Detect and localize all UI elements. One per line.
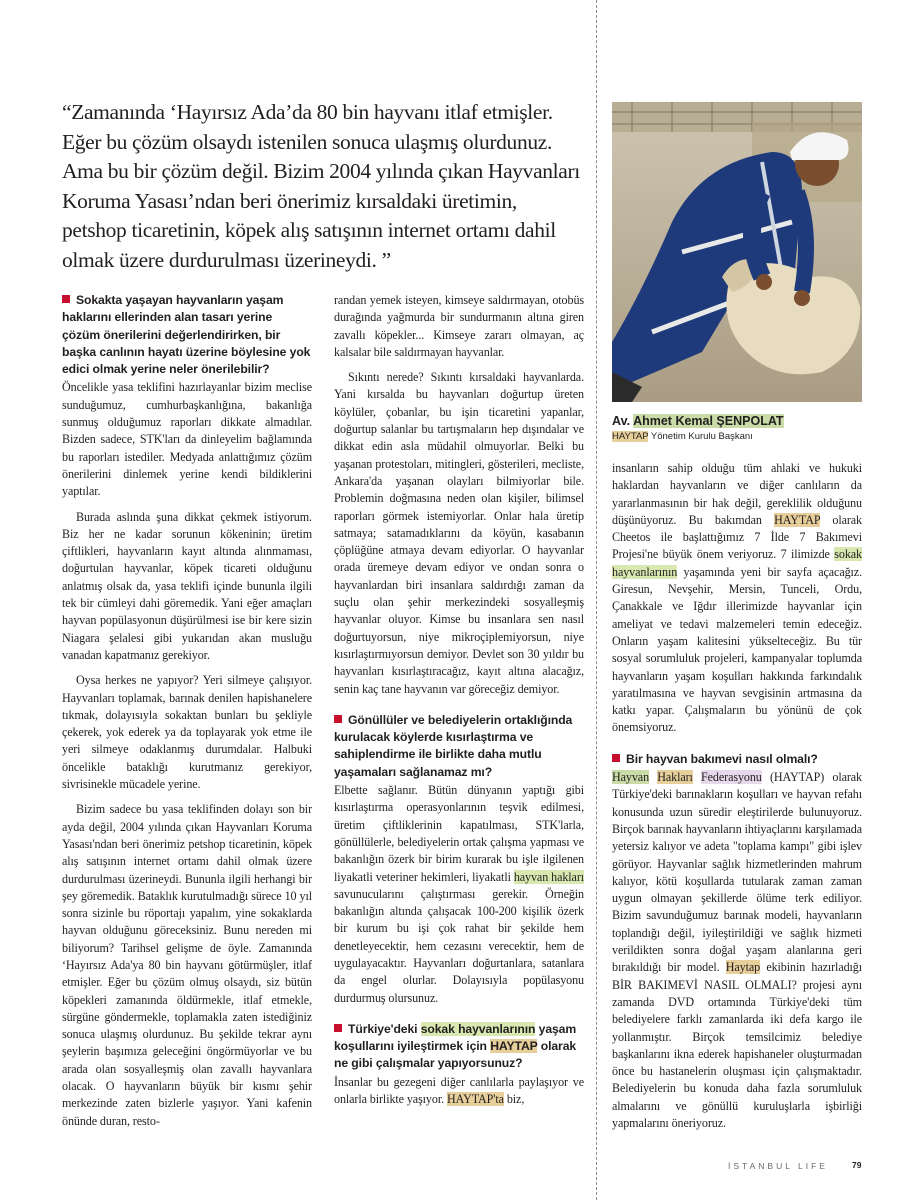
highlighted-term: HAYTAP'ta (446, 1092, 504, 1107)
text-run: savunucularını çalıştırması gerekir. Örneğin bakanlığın altında çalışacak 100-200 kişilik özerk bir kurum bu işi çok rahat bir şekilde hem denetleyecektir, hem cezasını verecektir, hem de uygulayacaktır. Hayvanları doğurtanlara, satanlara da engel olurlar. Dolayısıyla popülasyonu durdurmuş olursunuz. (334, 886, 584, 1005)
photo-illustration (612, 102, 862, 402)
red-square-icon (334, 1024, 342, 1032)
page-number: 79 (852, 1160, 862, 1170)
answer-paragraph: Bizim sadece bu yasa teklifinden dolayı son bir ayda değil, 2004 yılında çıkan Hayvanları Koruma Yasası'ndan beri önerimiz petshop ticaretinin, köpek alış satışının internet ortamı dahil olmak üzere durdurulması üzerineydi. Bununla ilgili herhangi bir şey göremedik. Bataklık kurutulmadığı sürece 10 yıl sonra sizinle bu röportajı yapalım, yine sokaklarda hayvan olduğunu göreceksiniz. Bunu nereden mi biliyorum? Tarihsel gelişme de öyle. Zamanında ‘Hayırsız Ada'ya 80 bin hayvanı götürmüşler, itlaf etmişler. Eğer bu çözüm olmuş olsaydı, siz bütün köpekleri zamanında öldürmekle, itlaf etmekle, sürgüne göndermekle, toplamakla zaten istediğiniz sonuca ulaşmış olurdunuz. Bu şekilde tekrar aynı şeylerin başımıza geleceğini öngörmüyorlar ve bu arada olan sosyalleşmiş olan zavallı hayvanlara olacak. O hayvanların büyük bir kısmı şehir merkezinde zaten bizlerle yaşıyor. Yani kafenin önünde duran, resto- (62, 802, 312, 1128)
interview-question-1 (62, 292, 312, 378)
magazine-name: İSTANBUL LIFE (728, 1161, 828, 1171)
answer-paragraph (334, 782, 584, 1007)
text-run: yaşamında yeni bir sayfa açacağız. Giresun, Nevşehir, Mersin, Tunceli, Ordu, Çanakkale ve Iğdır illerimizde hayvanlar için ameliyat ve tedavi malzemeleri temin edeceğiz. Onların yaşam kalitesini yükselteceğiz. Bu tür sosyal sorumluluk projeleri, kampanyalar toplumda hayvanların yaşam koşulları hakkında farkındalık yaratılmasına ve hayvan sevgisinin artmasına da katkı yapar. Çalışmaların bu yönünü de çok önemsiyoruz. (612, 564, 862, 735)
photo-caption-role (612, 431, 753, 442)
text-run: İnsanlar bu gezegeni diğer canlılarla paylaşıyor ve onlarla birlikte yaşıyor. (334, 1074, 584, 1107)
text-run: insanların sahip olduğu tüm ahlaki ve hukuki haklardan hayvanların ve diğer canlıların da yararlanmasının bir hak değil, gereklilik olduğunu düşünüyoruz. Bu bakımdan (612, 461, 862, 527)
question-text: Gönüllüler ve belediyelerin ortaklığında kurulacak köylerde kısırlaştırma ve sahiplendirme ile birlikte daha mutlu yaşamaları sağlanamaz mı? (334, 712, 573, 779)
interview-question-2 (334, 712, 584, 781)
question-text: Bir hayvan bakımevi nasıl olmalı? (626, 751, 818, 766)
answer-paragraph: Oysa herkes ne yapıyor? Yeri silmeye çalışıyor. Hayvanları toplamak, barınak denilen hapishanelere tıkmak, dolayısıyla sokaktan bunları bu şekliyle çekerek, yok ederek ya da toplayarak yok etme ile yeri silmeye odaklanmış durumdalar. Halbuki öncelikle bataklığı kurutmanız gerekiyor, sivrisinekle mücadele yerine. (62, 673, 312, 792)
text-run: biz, (503, 1092, 525, 1107)
caption-org: HAYTAP (612, 431, 649, 442)
column-separator-dashed (596, 0, 597, 1200)
highlighted-term: sokak hayvanlarının (612, 547, 862, 579)
article-column-2 (334, 292, 584, 1116)
caption-prefix: Av. (612, 414, 634, 428)
text-run: ekibinin hazırladığı BİR BAKIMEVİ NASIL OLMALI? projesi aynı zamanda DVD ortamında Türkiye'deki tüm belediyelere farklı zamanlarda iki defa kargo ile yollanmıştır. Birçok temsilcimiz belediye başkanlarını ikna ederek hapishaneler oluşturmadan önce bu hastanelerin oluşması için çalışmaktadır. Belediyelerin bu konuda daha fazla sorumluluk almalarını ve gönüllü kuruluşlarla işbirliği yapmalarını öneriyoruz. (612, 960, 863, 1130)
red-square-icon (334, 715, 342, 723)
pull-quote: “Zamanında ‘Hayırsız Ada’da 80 bin hayvanı itlaf etmişler. Eğer bu çözüm olsaydı istenilen sonuca ulaşmış olurdunuz. Ama bu bir çözüm değil. Bizim 2004 yılında çıkan Hayvanları Koruma Yasası’ndan beri önerimiz kırsaldaki üretimin, petshop ticaretinin, köpek alış satışının internet ortamı dahil olmak üzere durdurulması üzerineydi. ” (62, 100, 580, 272)
answer-paragraph (612, 769, 862, 1132)
text-run: (HAYTAP) olarak Türkiye'deki barınakların koşulları ve hayvan refahı konusunda uzun süredir eleştirilerde bulunuyoruz. Birçok barınak hayvanların ihtiyaçlarını karşılamada yetersiz kalıyor ve adeta "toplama kampı" gibi işlev görüyor. Hayvanlar sağlık hizmetlerinden mahrum kalıyor, kötü koşullarda tutularak zaman zaman uygun olmayan şekillerde ölüme terk ediliyor. Bizim savunduğumuz barınak modeli, hayvanların toplandığı değil, iyileştirildiği ve sağlık hizmeti verildikten sonra doğal yaşam alanlarına geri bırakıldığı bir model. (612, 770, 863, 975)
highlighted-term: HAYTAP (490, 1039, 538, 1054)
answer-paragraph: Burada aslında şuna dikkat çekmek istiyorum. Biz her ne kadar sorunun kökeninin; üretim çiftlikleri, hayvanların kayıt altında alınmaması, doğurtulan hayvanlar, köpek ticareti olduğunu anlatmış olsak da, yasa teklifi içinde bununla ilgili tek bir cümleyi dahi göremedik. Yani eğer amaçları hayvan popülasyonun düşürülmesi ise bir kere sizin Niagara şelalesi gibi yukarıdan akan musluğu vanadan kapatmanız gerekiyor. (62, 509, 312, 662)
red-square-icon (612, 754, 620, 762)
interview-question-3 (334, 1021, 584, 1073)
red-square-icon (62, 295, 70, 303)
answer-paragraph (612, 460, 862, 737)
caption-name-text: Ahmet Kemal ŞENPOLAT (633, 414, 784, 428)
text-run: Türkiye'deki (348, 1021, 421, 1036)
answer-paragraph (334, 1074, 584, 1109)
caption-role-text: Yönetim Kurulu Başkanı (648, 431, 753, 442)
text-run: olarak Cheetos ile başlattığımız 7 İlde 7 Bakımevi Projesi'ne büyük önem veriyoruz. 7 ilimizde (612, 512, 863, 562)
highlighted-term: sokak hayvanlarının (420, 1021, 536, 1036)
highlighted-term: HAYTAP (774, 512, 821, 527)
article-column-3 (612, 460, 862, 1140)
text-run: yaşam koşullarını iyileştirmek için (334, 1021, 577, 1054)
question-text: Sokakta yaşayan hayvanların yaşam haklarını ellerinden alan tasarı yerine çözüm önerilerini değerlendirirken, bir başka canlının hayatı üzerine böylesine yok edici olmak yerine neler önerilebilir? (62, 293, 311, 377)
highlighted-term: Hakları (657, 770, 693, 785)
highlighted-term: Haytap (725, 960, 761, 975)
answer-paragraph: Sıkıntı nerede? Sıkıntı kırsaldaki hayvanlarda. Yani kırsalda bu hayvanları doğurtup üreten köylüler, çobanlar, bu işin ticaretini yapanlar, doğurtup salanlar bu tartışmaların hep dışındalar ve dikkat edin asla müdahil olmuyorlar. Belki bu yaşanan protestoları, mitingleri, gösterileri, mecliste, Ankara'da yaşanan olayları bilmiyorlar bile. Problemin doğmasına neden olan kişiler, bilimsel raporları görmek istemiyorlar. Onlar hala üretip satmaya; satamadıklarını da köyün, kasabanın çöplüğüne atmaya devam ediyorlar. O hayvanlar orada üremeye devam ediyor ve ondan sonra o hayvanlardan biri insanlara saldırdığı zaman da suçlu olan şehir merkezindeki sosyalleşmiş hayvanlar oluyor. Kimse bu insanlara sen nasıl doğurtuyorsun, niye mikroçiplemiyorsun, niye kısırlaştırmıyorsun demiyor. Devlet son 30 yıldır bu hayvanları kısırlaştıracağız, kayıt altına alacağız, senin kaç tane hayvanın var göreceğiz demiyor. (334, 370, 584, 696)
portrait-photo (612, 102, 862, 402)
answer-paragraph: Öncelikle yasa teklifini hazırlayanlar bizim meclise sunduğumuz, cumhurbaşkanlığına, bakanlığa sunmuş olduğumuz raporları dikkate almadılar. Bizden sadece, STK'ları da dinleyelim bağlamında bu raporları istediler. Medyada anlattığımız çözüm önerilerini dinlemek yerine kendi bildiklerini yaptılar. (62, 380, 312, 499)
text-run: Elbette sağlanır. Bütün dünyanın yaptığı gibi kısırlaştırma operasyonlarının teşvik edilmesi, üretim çiftliklerinin kapatılması, STK'larla, gönüllülerle, belediyelerin ortak çalışma yapması ve bakanlığın özerk bir birim kurarak bu işle ilgilenen liyakatli veteriner hekimleri, liyakatli (334, 783, 584, 884)
photo-caption-name (612, 414, 784, 428)
highlighted-term: Hayvan (612, 770, 650, 785)
answer-paragraph: randan yemek isteyen, kimseye saldırmayan, otobüs durağında yağmurda bir sundurmanın altına giren zavallı köpekler... Kimseye zararı olmayan, aç kalsalar bile saldırmayan hayvanlar. (334, 293, 584, 359)
interview-question-4 (612, 751, 862, 768)
article-column-1 (62, 292, 312, 1138)
text-run: olarak ne gibi çalışmalar yapıyorsunuz? (334, 1039, 577, 1071)
highlighted-term: hayvan hakları (513, 869, 585, 884)
highlighted-term: Federasyonu (701, 770, 762, 785)
